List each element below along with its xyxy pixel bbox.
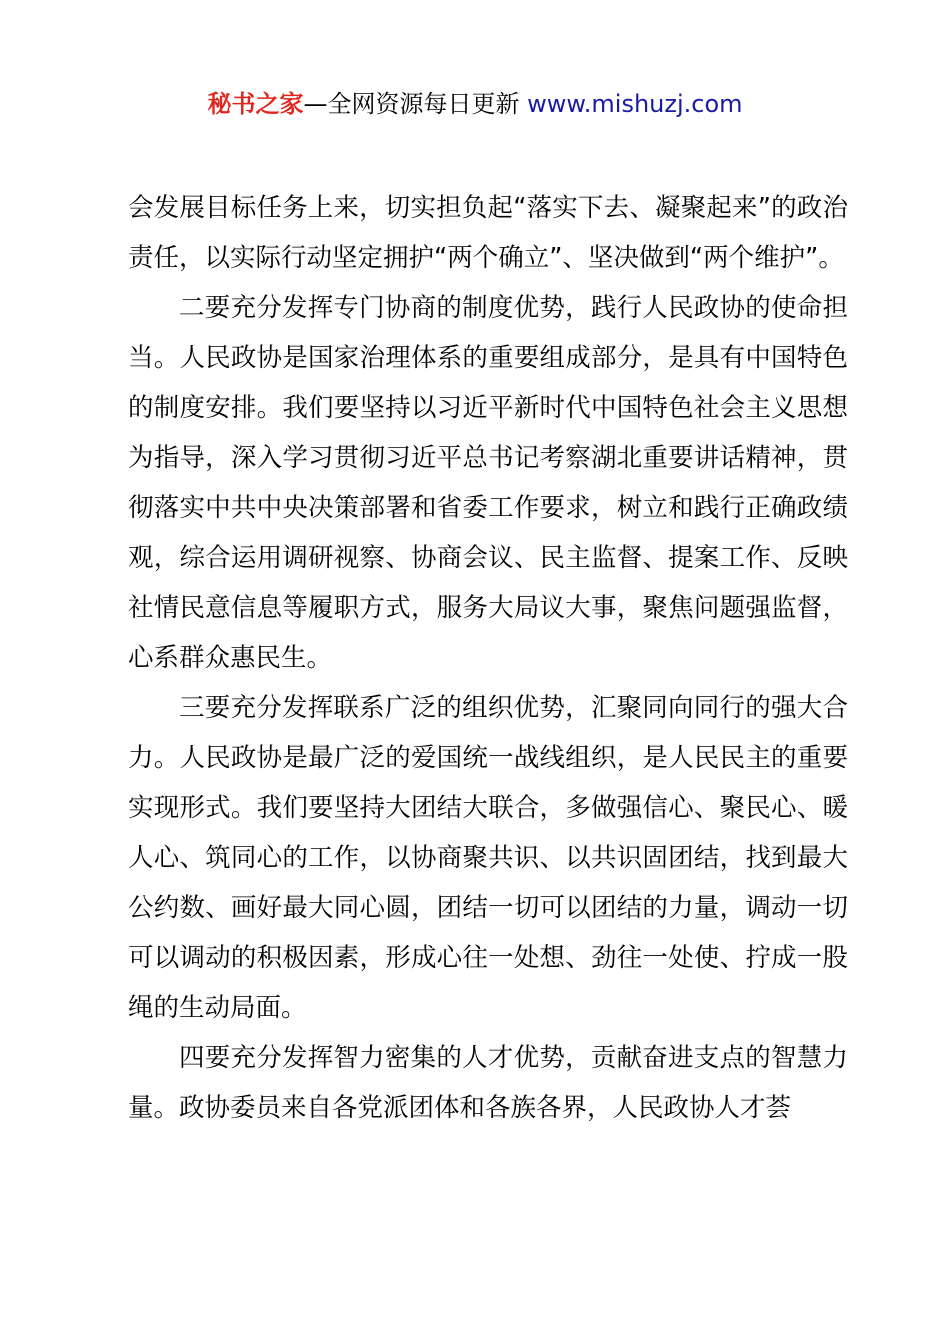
page-header xyxy=(0,86,950,122)
site-url: www.mishuzj.com xyxy=(527,90,743,118)
paragraph-point-three: 三要充分发挥联系广泛的组织优势，汇聚同向同行的强大合力。人民政协是最广泛的爱国统一战线组织，是人民民主的重要实现形式。我们要坚持大团结大联合，多做强信心、聚民心、暖人心、筑同心的工作，以协商聚共识、以共识固团结，找到最大公约数、画好最大同心圆，团结一切可以团结的力量，调动一切可以调动的积极因素，形成心往一处想、劲往一处使、拧成一股绳的生动局面。 xyxy=(128,693,848,1023)
document-body xyxy=(128,183,848,1133)
paragraph-point-two: 二要充分发挥专门协商的制度优势，践行人民政协的使命担当。人民政协是国家治理体系的重要组成部分，是具有中国特色的制度安排。我们要坚持以习近平新时代中国特色社会主义思想为指导，深入学习贯彻习近平总书记考察湖北重要讲话精神，贯彻落实中共中央决策部署和省委工作要求，树立和践行正确政绩观，综合运用调研视察、协商会议、民主监督、提案工作、反映社情民意信息等履职方式，服务大局议大事，聚焦问题强监督，心系群众惠民生。 xyxy=(128,293,848,673)
paragraph-point-four: 四要充分发挥智力密集的人才优势，贡献奋进支点的智慧力量。政协委员来自各党派团体和各族各界，人民政协人才荟 xyxy=(128,1043,848,1123)
paragraph-continued: 会发展目标任务上来，切实担负起“落实下去、凝聚起来”的政治责任，以实际行动坚定拥护“两个确立”、坚决做到“两个维护”。 xyxy=(128,193,848,273)
site-tagline: —全网资源每日更新 xyxy=(303,90,528,118)
site-brand: 秘书之家 xyxy=(207,90,304,118)
